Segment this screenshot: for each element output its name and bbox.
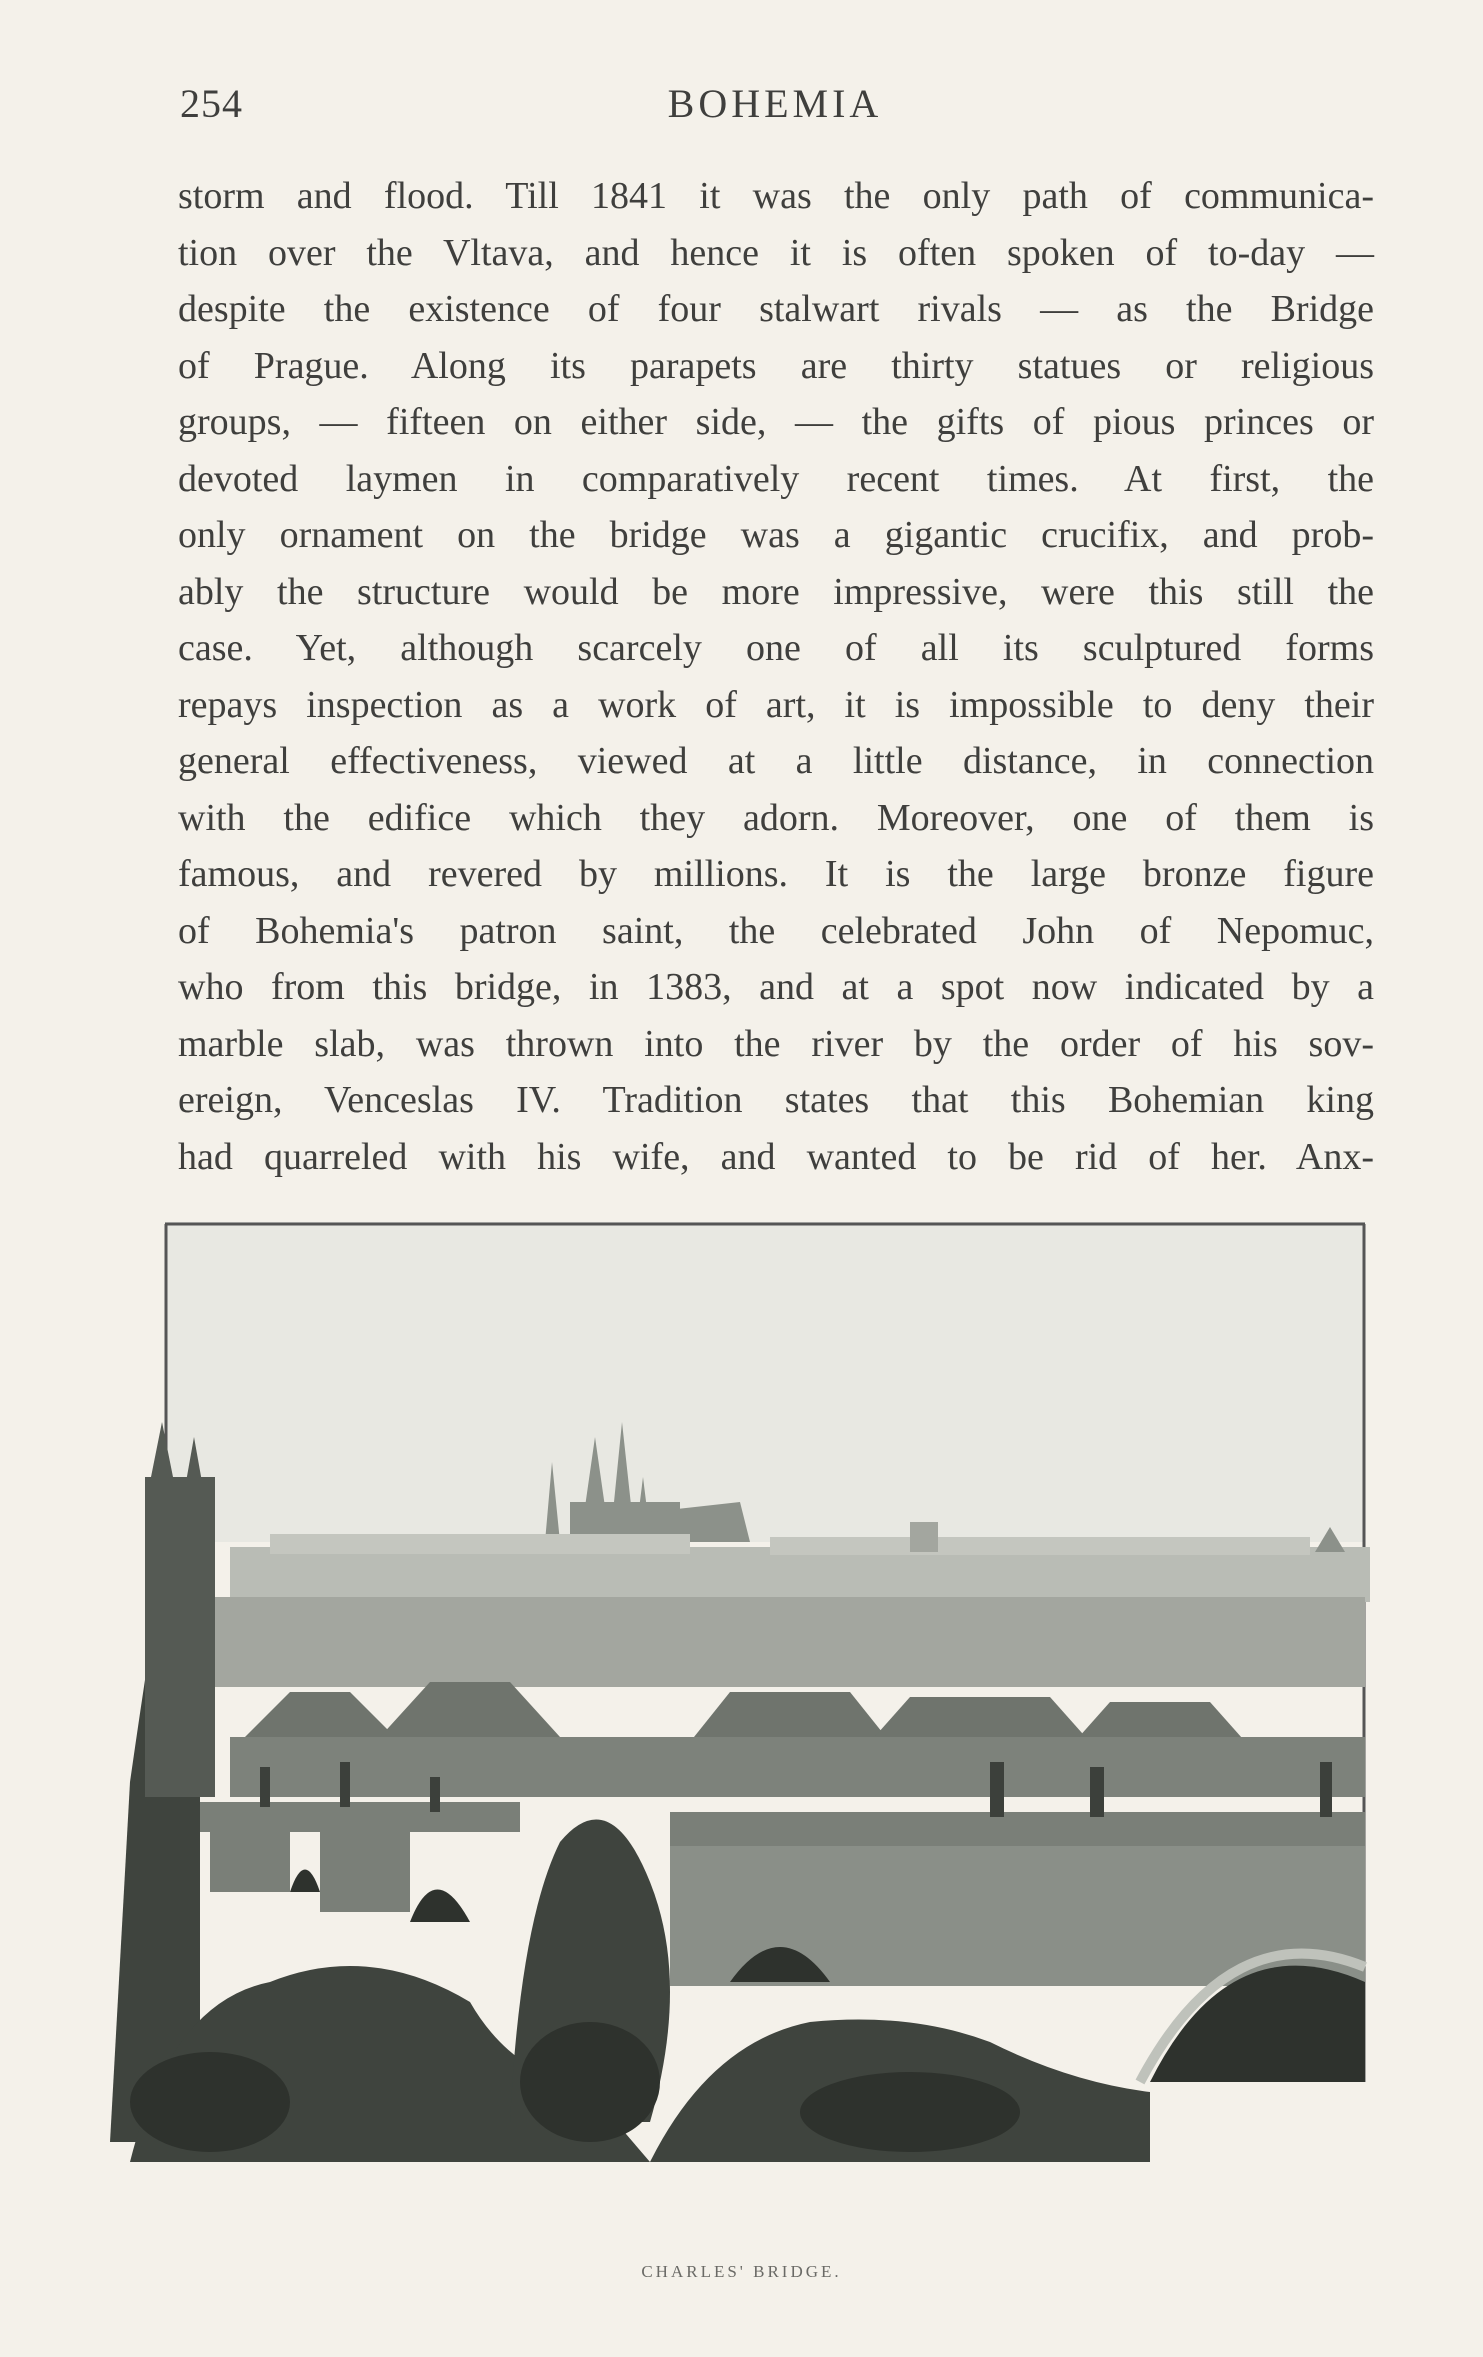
- running-head: BOHEMIA: [667, 81, 883, 126]
- text-line: storm and flood. Till 1841 it was the only path of communica-: [178, 175, 1374, 217]
- page-number: 254: [180, 81, 243, 126]
- figure-caption: CHARLES' BRIDGE.: [641, 2262, 842, 2281]
- text-line: tion over the Vltava, and hence it is often spoken of to-day —: [178, 231, 1374, 274]
- text-line: had quarreled with his wife, and wanted to be rid of her. Anx-: [178, 1135, 1374, 1178]
- text-line: famous, and revered by millions. It is the large bronze figure: [178, 853, 1374, 895]
- text-line: only ornament on the bridge was a gigantic crucifix, and prob-: [178, 514, 1374, 556]
- text-line: despite the existence of four stalwart rivals — as the Bridge: [178, 288, 1374, 330]
- bridge-illustration: [90, 1222, 1375, 2162]
- text-line: case. Yet, although scarcely one of all its sculptured forms: [178, 627, 1374, 669]
- hillside: [200, 1597, 1365, 1687]
- sky: [165, 1222, 1365, 1542]
- body-text: [178, 168, 1374, 1185]
- text-line: of Bohemia's patron saint, the celebrated John of Nepomuc,: [178, 909, 1374, 952]
- page-header: [180, 80, 1370, 140]
- twin-towers: [910, 1522, 938, 1552]
- castle-walls: [230, 1547, 1370, 1602]
- old-town-tower: [145, 1422, 215, 1797]
- castle-upper: [270, 1534, 690, 1554]
- castle-east: [770, 1537, 1310, 1555]
- text-line: marble slab, was thrown into the river by the order of his sov-: [178, 1022, 1374, 1065]
- text-line: ereign, Venceslas IV. Tradition states that this Bohemian king: [178, 1079, 1374, 1121]
- text-line: who from this bridge, in 1383, and at a spot now indicated by a: [178, 966, 1374, 1008]
- text-line: of Prague. Along its parapets are thirty statues or religious: [178, 344, 1374, 387]
- text-line: groups, — fifteen on either side, — the gifts of pious princes or: [178, 401, 1374, 443]
- text-line: repays inspection as a work of art, it is impossible to deny their: [178, 683, 1374, 726]
- text-line: with the edifice which they adorn. Moreover, one of them is: [178, 796, 1374, 839]
- text-line: ably the structure would be more impressive, were this still the: [178, 570, 1374, 613]
- bridge-engraving: [90, 1222, 1375, 2162]
- town-roofs: [230, 1682, 1365, 1797]
- text-line: devoted laymen in comparatively recent times. At first, the: [178, 457, 1374, 500]
- text-line: general effectiveness, viewed at a little distance, in connection: [178, 740, 1374, 782]
